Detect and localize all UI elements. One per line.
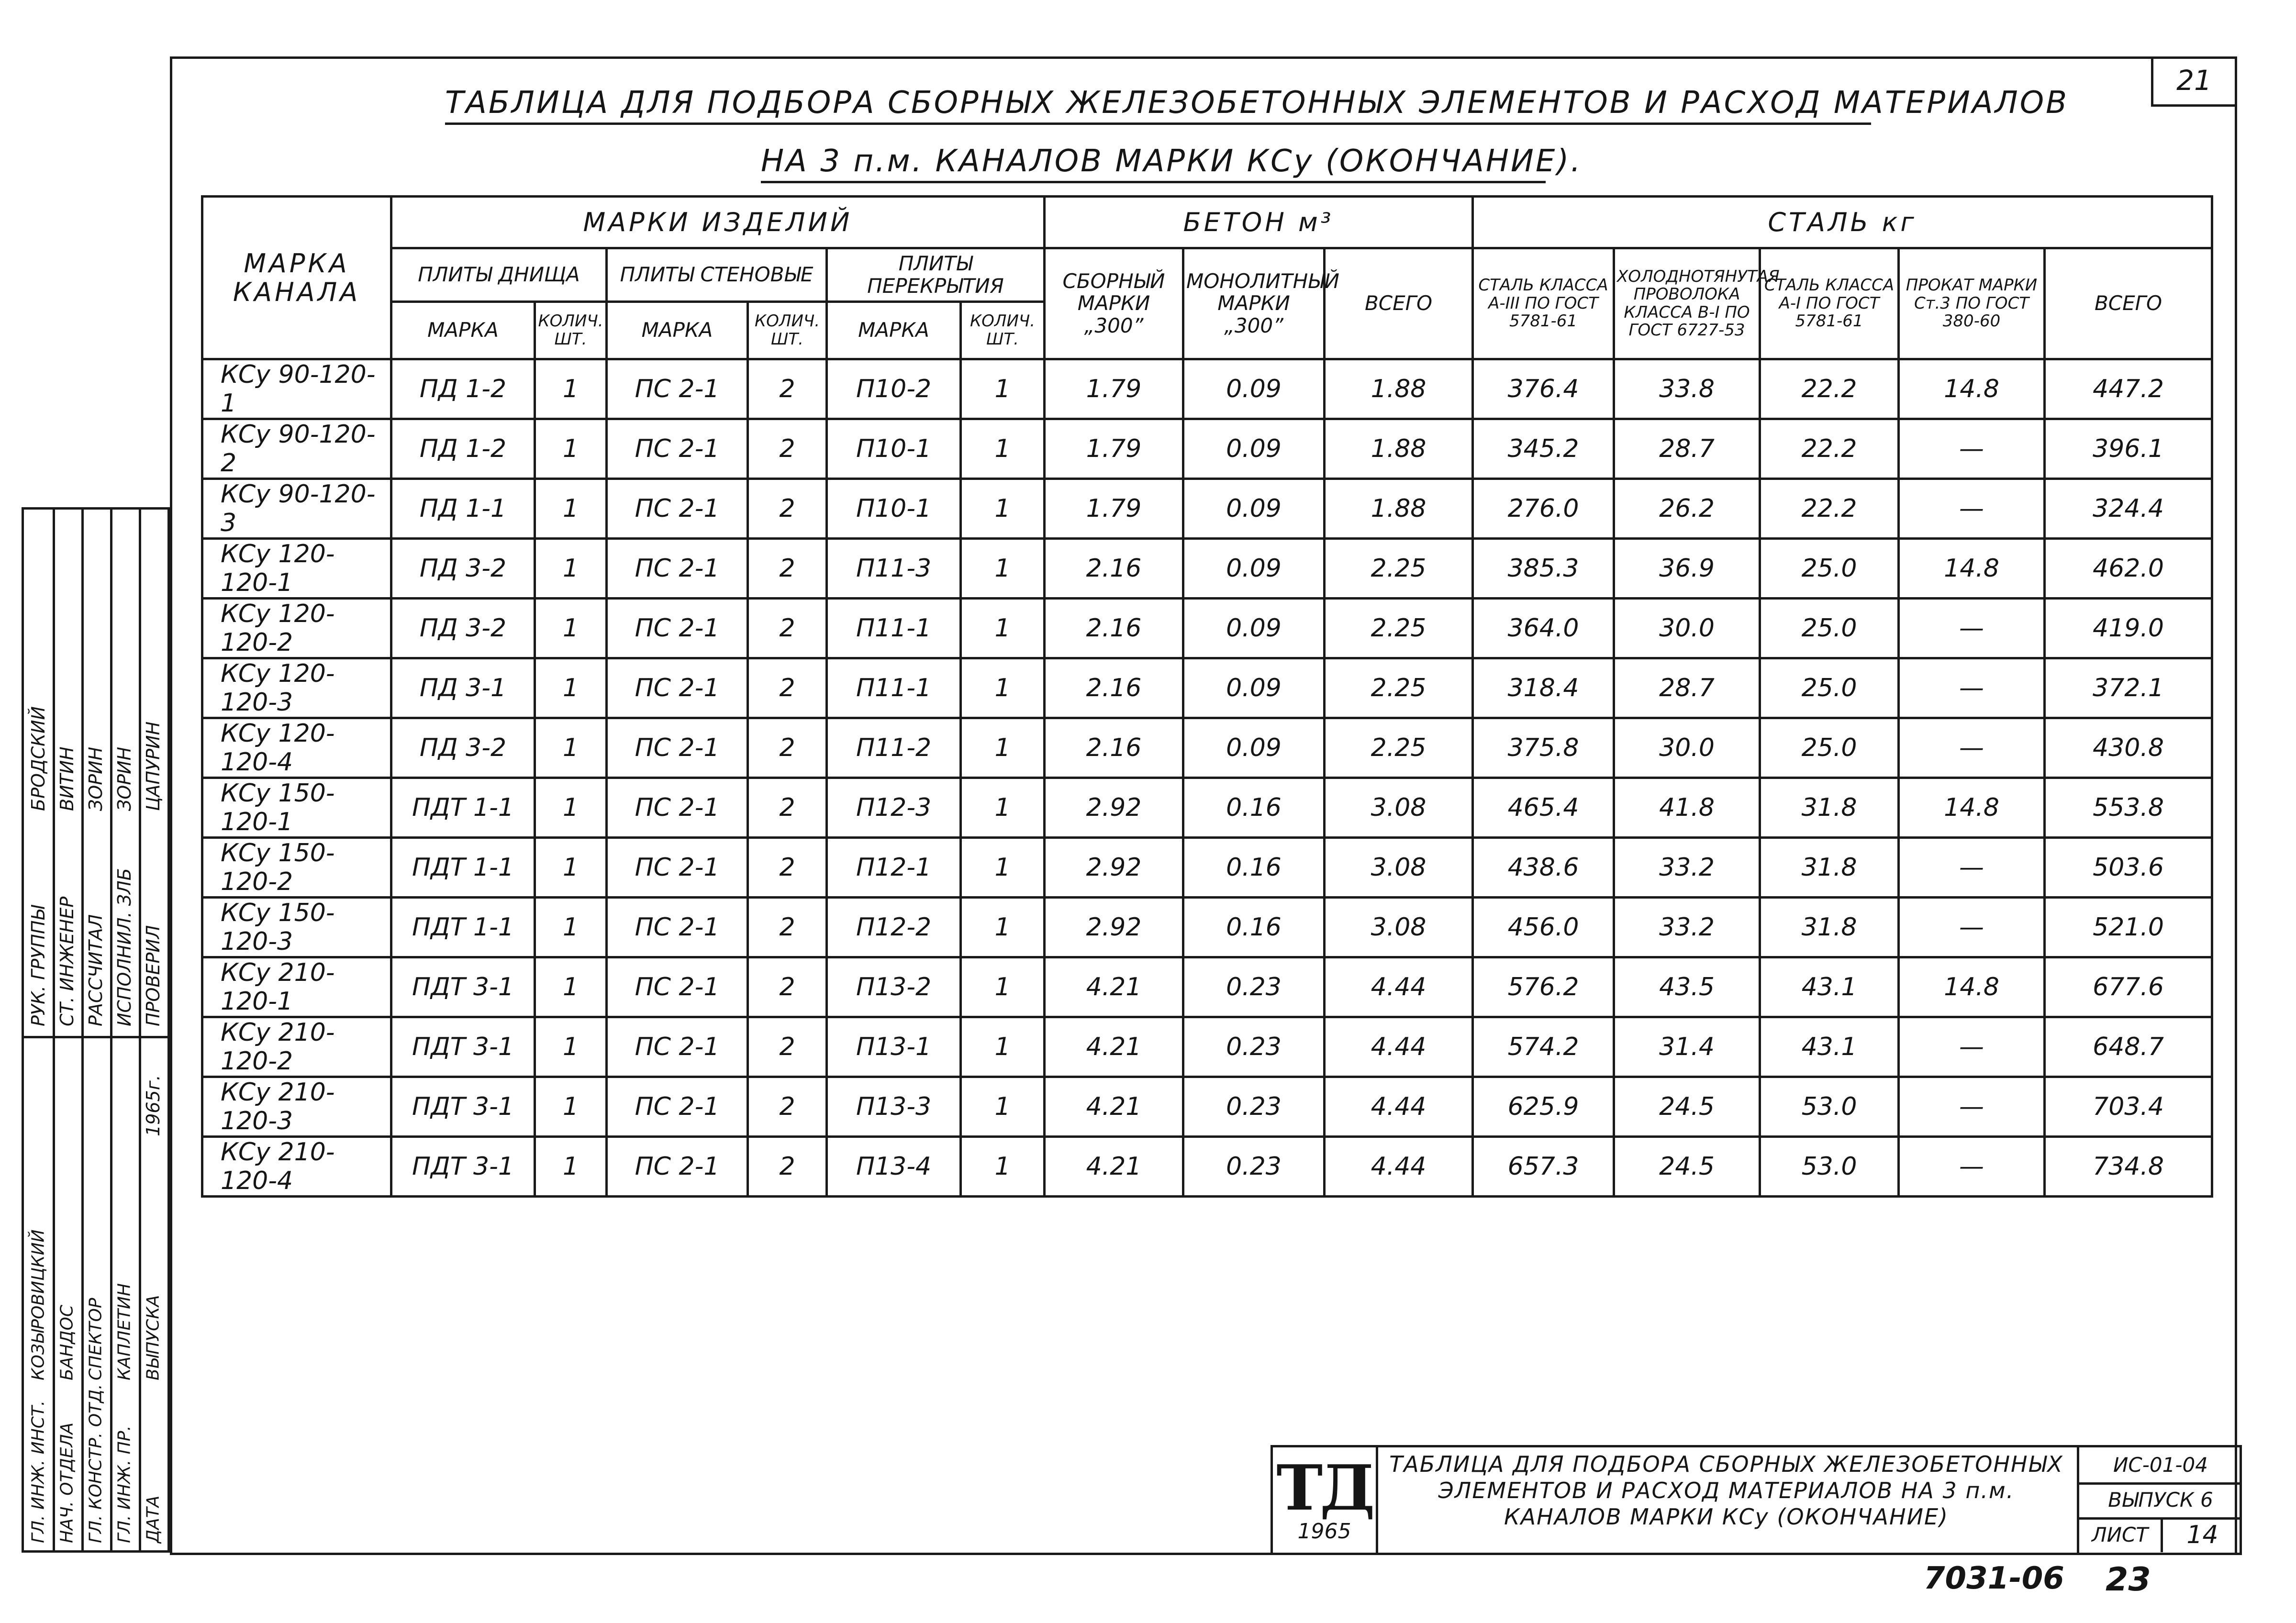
wall-slab-mark-cell: ПС 2-1 — [607, 1137, 748, 1197]
monolithic-concrete-cell: 0.09 — [1183, 479, 1325, 539]
wall-slab-mark-cell: ПС 2-1 — [607, 778, 748, 838]
concrete-total-cell: 1.88 — [1325, 359, 1473, 419]
channel-mark-cell: КСу 150-120-1 — [202, 778, 391, 838]
cold-wire-cell: 33.2 — [1614, 898, 1760, 957]
cover-slab-qty-cell: 1 — [961, 599, 1045, 658]
monolithic-concrete-cell: 0.23 — [1183, 1017, 1325, 1077]
side-name-upper: ЗОРИН — [85, 746, 106, 811]
rolled-steel-cell: — — [1899, 1077, 2045, 1137]
table-row — [202, 658, 2212, 718]
channel-mark-cell: КСу 120-120-1 — [202, 539, 391, 599]
header-qty: КОЛИЧ. ШТ. — [961, 302, 1045, 359]
header-rolled: ПРОКАТ МАРКИ Ст.3 ПО ГОСТ 380-60 — [1899, 248, 2045, 359]
table-row — [202, 778, 2212, 838]
channel-mark-cell: КСу 90-120-2 — [202, 419, 391, 479]
steel-total-cell: 419.0 — [2045, 599, 2212, 658]
side-name-upper: ЦАПУРИН — [143, 721, 164, 811]
bottom-slab-mark-cell: ПДТ 3-1 — [391, 1137, 535, 1197]
bottom-slab-qty-cell: 1 — [535, 479, 607, 539]
wall-slab-qty-cell: 2 — [748, 1137, 827, 1197]
concrete-total-cell: 4.44 — [1325, 1077, 1473, 1137]
monolithic-concrete-cell: 0.09 — [1183, 658, 1325, 718]
bottom-slab-qty-cell: 1 — [535, 898, 607, 957]
logo-mark: ТД — [1276, 1451, 1372, 1524]
wall-slab-qty-cell: 2 — [748, 838, 827, 898]
bottom-slab-qty-cell: 1 — [535, 957, 607, 1017]
steel-a1-cell: 43.1 — [1760, 957, 1899, 1017]
steel-total-cell: 677.6 — [2045, 957, 2212, 1017]
bottom-slab-mark-cell: ПД 3-1 — [391, 658, 535, 718]
wall-slab-qty-cell: 2 — [748, 599, 827, 658]
wall-slab-mark-cell: ПС 2-1 — [607, 539, 748, 599]
rolled-steel-cell: — — [1899, 898, 2045, 957]
header-qty: КОЛИЧ. ШТ. — [535, 302, 607, 359]
bottom-slab-qty-cell: 1 — [535, 599, 607, 658]
wall-slab-qty-cell: 2 — [748, 419, 827, 479]
cold-wire-cell: 31.4 — [1614, 1017, 1760, 1077]
rolled-steel-cell: 14.8 — [1899, 778, 2045, 838]
cold-wire-cell: 28.7 — [1614, 658, 1760, 718]
steel-a1-cell: 25.0 — [1760, 658, 1899, 718]
rolled-steel-cell: — — [1899, 419, 2045, 479]
cover-slab-mark-cell: П13-3 — [827, 1077, 961, 1137]
steel-a3-cell: 345.2 — [1473, 419, 1614, 479]
monolithic-concrete-cell: 0.09 — [1183, 599, 1325, 658]
bottom-code: 7031-06 — [1924, 1561, 2064, 1596]
cover-slab-qty-cell: 1 — [961, 838, 1045, 898]
concrete-total-cell: 4.44 — [1325, 1017, 1473, 1077]
monolithic-concrete-cell: 0.16 — [1183, 898, 1325, 957]
steel-a3-cell: 465.4 — [1473, 778, 1614, 838]
side-name-lower: ВЫПУСКА — [143, 1295, 163, 1380]
steel-total-cell: 430.8 — [2045, 718, 2212, 778]
header-monolithic: МОНОЛИТНЫЙ МАРКИ „300” — [1183, 248, 1325, 359]
cover-slab-qty-cell: 1 — [961, 658, 1045, 718]
wall-slab-mark-cell: ПС 2-1 — [607, 898, 748, 957]
side-role-upper: СТ. ИНЖЕНЕР — [56, 896, 78, 1026]
steel-total-cell: 734.8 — [2045, 1137, 2212, 1197]
bottom-slab-qty-cell: 1 — [535, 718, 607, 778]
cover-slab-mark-cell: П13-1 — [827, 1017, 961, 1077]
monolithic-concrete-cell: 0.09 — [1183, 359, 1325, 419]
cover-slab-mark-cell: П12-3 — [827, 778, 961, 838]
channel-mark-cell: КСу 210-120-4 — [202, 1137, 391, 1197]
cover-slab-mark-cell: П11-1 — [827, 658, 961, 718]
header-products: МАРКИ ИЗДЕЛИЙ — [391, 197, 1045, 248]
steel-a3-cell: 376.4 — [1473, 359, 1614, 419]
wall-slab-mark-cell: ПС 2-1 — [607, 419, 748, 479]
monolithic-concrete-cell: 0.23 — [1183, 957, 1325, 1017]
concrete-total-cell: 4.44 — [1325, 1137, 1473, 1197]
side-role-upper: ИСПОЛНИЛ. ЗЛБ — [114, 868, 135, 1026]
stamp-title: ТАБЛИЦА ДЛЯ ПОДБОРА СБОРНЫХ ЖЕЛЕЗОБЕТОННЫХ ЭЛЕМЕНТОВ И РАСХОД МАТЕРИАЛОВ НА 3 п.м. КАНАЛОВ МАРКИ КСу (ОКОНЧАНИЕ) — [1389, 1451, 2063, 1530]
stamp-sheet-label: ЛИСТ — [2079, 1517, 2163, 1552]
wall-slab-mark-cell: ПС 2-1 — [607, 1017, 748, 1077]
wall-slab-qty-cell: 2 — [748, 957, 827, 1017]
bottom-slab-qty-cell: 1 — [535, 838, 607, 898]
concrete-total-cell: 1.88 — [1325, 479, 1473, 539]
steel-a3-cell: 276.0 — [1473, 479, 1614, 539]
header-mark: МАРКА — [607, 302, 748, 359]
side-role-upper: РАССЧИТАЛ — [85, 914, 106, 1026]
steel-a3-cell: 574.2 — [1473, 1017, 1614, 1077]
wall-slab-qty-cell: 2 — [748, 1077, 827, 1137]
channel-mark-cell: КСу 210-120-1 — [202, 957, 391, 1017]
header-mark: МАРКА — [391, 302, 535, 359]
title-line-1: ТАБЛИЦА ДЛЯ ПОДБОРА СБОРНЫХ ЖЕЛЕЗОБЕТОННЫХ ЭЛЕМЕНТОВ И РАСХОД МАТЕРИАЛОВ — [445, 85, 1871, 125]
cover-slab-mark-cell: П10-1 — [827, 479, 961, 539]
rolled-steel-cell: 14.8 — [1899, 539, 2045, 599]
cold-wire-cell: 24.5 — [1614, 1077, 1760, 1137]
bottom-slab-qty-cell: 1 — [535, 658, 607, 718]
wall-slab-qty-cell: 2 — [748, 778, 827, 838]
steel-total-cell: 372.1 — [2045, 658, 2212, 718]
precast-concrete-cell: 2.16 — [1045, 658, 1183, 718]
steel-total-cell: 703.4 — [2045, 1077, 2212, 1137]
wall-slab-qty-cell: 2 — [748, 359, 827, 419]
channel-mark-cell: КСу 120-120-2 — [202, 599, 391, 658]
concrete-total-cell: 2.25 — [1325, 658, 1473, 718]
side-role-lower: ГЛ. ИНЖ. ПР. — [114, 1425, 134, 1543]
steel-a1-cell: 31.8 — [1760, 838, 1899, 898]
cover-slab-qty-cell: 1 — [961, 778, 1045, 838]
bottom-slab-mark-cell: ПДТ 3-1 — [391, 957, 535, 1017]
channel-mark-cell: КСу 210-120-3 — [202, 1077, 391, 1137]
steel-a3-cell: 364.0 — [1473, 599, 1614, 658]
cover-slab-mark-cell: П12-2 — [827, 898, 961, 957]
wall-slab-qty-cell: 2 — [748, 1017, 827, 1077]
precast-concrete-cell: 1.79 — [1045, 359, 1183, 419]
bottom-slab-mark-cell: ПДТ 1-1 — [391, 838, 535, 898]
bottom-slab-mark-cell: ПД 3-2 — [391, 718, 535, 778]
rolled-steel-cell: — — [1899, 1137, 2045, 1197]
steel-a1-cell: 25.0 — [1760, 539, 1899, 599]
cold-wire-cell: 33.8 — [1614, 359, 1760, 419]
table-row — [202, 898, 2212, 957]
bottom-slab-qty-cell: 1 — [535, 419, 607, 479]
stamp-sheet-number: 14 — [2186, 1520, 2218, 1549]
materials-table — [201, 195, 2213, 1198]
steel-a1-cell: 22.2 — [1760, 419, 1899, 479]
wall-slab-mark-cell: ПС 2-1 — [607, 599, 748, 658]
header-cover-slabs: ПЛИТЫ ПЕРЕКРЫТИЯ — [827, 248, 1045, 302]
wall-slab-mark-cell: ПС 2-1 — [607, 658, 748, 718]
table-row — [202, 359, 2212, 419]
bottom-slab-mark-cell: ПД 1-2 — [391, 419, 535, 479]
monolithic-concrete-cell: 0.09 — [1183, 539, 1325, 599]
steel-a3-cell: 375.8 — [1473, 718, 1614, 778]
precast-concrete-cell: 4.21 — [1045, 1077, 1183, 1137]
wall-slab-qty-cell: 2 — [748, 658, 827, 718]
logo — [1273, 1447, 1378, 1553]
cover-slab-mark-cell: П10-1 — [827, 419, 961, 479]
precast-concrete-cell: 2.16 — [1045, 718, 1183, 778]
side-year: 1965г. — [143, 1075, 164, 1136]
cold-wire-cell: 36.9 — [1614, 539, 1760, 599]
channel-mark-cell: КСу 150-120-3 — [202, 898, 391, 957]
cover-slab-qty-cell: 1 — [961, 359, 1045, 419]
precast-concrete-cell: 2.92 — [1045, 898, 1183, 957]
stamp-issue: ВЫПУСК 6 — [2079, 1482, 2242, 1520]
channel-mark-cell: КСу 90-120-1 — [202, 359, 391, 419]
precast-concrete-cell: 4.21 — [1045, 1137, 1183, 1197]
steel-a3-cell: 438.6 — [1473, 838, 1614, 898]
monolithic-concrete-cell: 0.23 — [1183, 1077, 1325, 1137]
steel-a3-cell: 657.3 — [1473, 1137, 1614, 1197]
wall-slab-mark-cell: ПС 2-1 — [607, 479, 748, 539]
side-signature-block — [22, 507, 170, 1553]
wall-slab-mark-cell: ПС 2-1 — [607, 957, 748, 1017]
precast-concrete-cell: 4.21 — [1045, 957, 1183, 1017]
rolled-steel-cell: — — [1899, 479, 2045, 539]
wall-slab-qty-cell: 2 — [748, 479, 827, 539]
wall-slab-mark-cell: ПС 2-1 — [607, 1077, 748, 1137]
steel-a3-cell: 576.2 — [1473, 957, 1614, 1017]
steel-total-cell: 648.7 — [2045, 1017, 2212, 1077]
bottom-slab-qty-cell: 1 — [535, 539, 607, 599]
side-role-upper: ПРОВЕРИЛ — [143, 925, 164, 1026]
steel-a1-cell: 31.8 — [1760, 898, 1899, 957]
divider — [24, 1036, 167, 1038]
precast-concrete-cell: 2.16 — [1045, 539, 1183, 599]
bottom-slab-mark-cell: ПДТ 3-1 — [391, 1077, 535, 1137]
header-steel-total: ВСЕГО — [2045, 248, 2212, 359]
steel-total-cell: 503.6 — [2045, 838, 2212, 898]
side-role-lower: ГЛ. КОНСТР. ОТД. — [86, 1384, 106, 1543]
rolled-steel-cell: 14.8 — [1899, 359, 2045, 419]
precast-concrete-cell: 1.79 — [1045, 479, 1183, 539]
cover-slab-mark-cell: П11-1 — [827, 599, 961, 658]
bottom-slab-qty-cell: 1 — [535, 778, 607, 838]
bottom-slab-mark-cell: ПД 1-2 — [391, 359, 535, 419]
stamp-right — [2077, 1447, 2242, 1553]
cover-slab-qty-cell: 1 — [961, 1137, 1045, 1197]
cold-wire-cell: 33.2 — [1614, 838, 1760, 898]
cover-slab-qty-cell: 1 — [961, 1017, 1045, 1077]
table-row — [202, 718, 2212, 778]
cold-wire-cell: 41.8 — [1614, 778, 1760, 838]
concrete-total-cell: 2.25 — [1325, 718, 1473, 778]
rolled-steel-cell: — — [1899, 1017, 2045, 1077]
header-concrete: БЕТОН м³ — [1045, 197, 1473, 248]
cover-slab-qty-cell: 1 — [961, 718, 1045, 778]
side-name-lower: КАПЛЕТИН — [114, 1283, 134, 1380]
cover-slab-qty-cell: 1 — [961, 479, 1045, 539]
header-wall-slabs: ПЛИТЫ СТЕНОВЫЕ — [607, 248, 827, 302]
steel-total-cell: 553.8 — [2045, 778, 2212, 838]
side-name-upper: ЗОРИН — [114, 746, 135, 811]
wall-slab-qty-cell: 2 — [748, 718, 827, 778]
concrete-total-cell: 1.88 — [1325, 419, 1473, 479]
precast-concrete-cell: 2.16 — [1045, 599, 1183, 658]
steel-a1-cell: 43.1 — [1760, 1017, 1899, 1077]
steel-a3-cell: 625.9 — [1473, 1077, 1614, 1137]
wall-slab-mark-cell: ПС 2-1 — [607, 359, 748, 419]
table-row — [202, 539, 2212, 599]
cover-slab-qty-cell: 1 — [961, 898, 1045, 957]
cover-slab-mark-cell: П10-2 — [827, 359, 961, 419]
cover-slab-qty-cell: 1 — [961, 419, 1045, 479]
cover-slab-qty-cell: 1 — [961, 539, 1045, 599]
cover-slab-qty-cell: 1 — [961, 957, 1045, 1017]
monolithic-concrete-cell: 0.09 — [1183, 419, 1325, 479]
cold-wire-cell: 24.5 — [1614, 1137, 1760, 1197]
channel-mark-cell: КСу 90-120-3 — [202, 479, 391, 539]
header-steel-a3: СТАЛЬ КЛАССА А-III ПО ГОСТ 5781-61 — [1473, 248, 1614, 359]
concrete-total-cell: 4.44 — [1325, 957, 1473, 1017]
concrete-total-cell: 2.25 — [1325, 539, 1473, 599]
title-stamp — [1271, 1445, 2242, 1555]
side-role-lower: ГЛ. ИНЖ. ИНСТ. — [28, 1400, 48, 1543]
monolithic-concrete-cell: 0.09 — [1183, 718, 1325, 778]
bottom-slab-mark-cell: ПД 3-2 — [391, 539, 535, 599]
steel-a3-cell: 456.0 — [1473, 898, 1614, 957]
cold-wire-cell: 26.2 — [1614, 479, 1760, 539]
wall-slab-mark-cell: ПС 2-1 — [607, 718, 748, 778]
side-name-lower: СПЕКТОР — [86, 1298, 106, 1380]
cold-wire-cell: 28.7 — [1614, 419, 1760, 479]
precast-concrete-cell: 2.92 — [1045, 838, 1183, 898]
monolithic-concrete-cell: 0.16 — [1183, 778, 1325, 838]
precast-concrete-cell: 4.21 — [1045, 1017, 1183, 1077]
header-qty: КОЛИЧ. ШТ. — [748, 302, 827, 359]
channel-mark-cell: КСу 120-120-3 — [202, 658, 391, 718]
bottom-page-number: 23 — [2106, 1561, 2151, 1599]
cold-wire-cell: 30.0 — [1614, 718, 1760, 778]
steel-a1-cell: 25.0 — [1760, 599, 1899, 658]
side-role-lower: ДАТА — [143, 1495, 163, 1543]
bottom-slab-mark-cell: ПД 1-1 — [391, 479, 535, 539]
header-cold-wire: ХОЛОДНОТЯНУТАЯ ПРОВОЛОКА КЛАССА В-I ПО ГОСТ 6727-53 — [1614, 248, 1760, 359]
concrete-total-cell: 3.08 — [1325, 898, 1473, 957]
wall-slab-qty-cell: 2 — [748, 898, 827, 957]
wall-slab-mark-cell: ПС 2-1 — [607, 838, 748, 898]
bottom-slab-qty-cell: 1 — [535, 1017, 607, 1077]
bottom-slab-mark-cell: ПД 3-2 — [391, 599, 535, 658]
rolled-steel-cell: — — [1899, 599, 2045, 658]
side-name-lower: КОЗЫРОВИЦКИЙ — [28, 1229, 48, 1380]
bottom-slab-mark-cell: ПДТ 1-1 — [391, 898, 535, 957]
bottom-slab-mark-cell: ПДТ 3-1 — [391, 1017, 535, 1077]
cover-slab-mark-cell: П13-4 — [827, 1137, 961, 1197]
table-row — [202, 419, 2212, 479]
steel-total-cell: 396.1 — [2045, 419, 2212, 479]
steel-a1-cell: 53.0 — [1760, 1137, 1899, 1197]
steel-a1-cell: 53.0 — [1760, 1077, 1899, 1137]
title-line-2: НА 3 п.м. КАНАЛОВ МАРКИ КСу (ОКОНЧАНИЕ). — [761, 144, 1546, 183]
concrete-total-cell: 3.08 — [1325, 838, 1473, 898]
side-role-lower: НАЧ. ОТДЕЛА — [57, 1422, 77, 1543]
header-mark-channel: МАРКА КАНАЛА — [202, 197, 391, 359]
table-row — [202, 1017, 2212, 1077]
channel-mark-cell: КСу 120-120-4 — [202, 718, 391, 778]
steel-total-cell: 447.2 — [2045, 359, 2212, 419]
steel-a3-cell: 318.4 — [1473, 658, 1614, 718]
rolled-steel-cell: 14.8 — [1899, 957, 2045, 1017]
table-row — [202, 1137, 2212, 1197]
cover-slab-mark-cell: П11-2 — [827, 718, 961, 778]
table-row — [202, 1077, 2212, 1137]
header-bottom-slabs: ПЛИТЫ ДНИЩА — [391, 248, 607, 302]
rolled-steel-cell: — — [1899, 658, 2045, 718]
cover-slab-mark-cell: П11-3 — [827, 539, 961, 599]
concrete-total-cell: 3.08 — [1325, 778, 1473, 838]
header-steel: СТАЛЬ кг — [1473, 197, 2212, 248]
steel-total-cell: 324.4 — [2045, 479, 2212, 539]
stamp-code: ИС-01-04 — [2079, 1447, 2242, 1485]
cover-slab-mark-cell: П13-2 — [827, 957, 961, 1017]
monolithic-concrete-cell: 0.23 — [1183, 1137, 1325, 1197]
steel-total-cell: 521.0 — [2045, 898, 2212, 957]
steel-a1-cell: 31.8 — [1760, 778, 1899, 838]
bottom-slab-qty-cell: 1 — [535, 359, 607, 419]
header-concrete-total: ВСЕГО — [1325, 248, 1473, 359]
table-row — [202, 479, 2212, 539]
header-mark: МАРКА — [827, 302, 961, 359]
rolled-steel-cell: — — [1899, 838, 2045, 898]
wall-slab-qty-cell: 2 — [748, 539, 827, 599]
bottom-slab-qty-cell: 1 — [535, 1137, 607, 1197]
channel-mark-cell: КСу 210-120-2 — [202, 1017, 391, 1077]
side-name-upper: БРОДСКИЙ — [28, 706, 49, 811]
steel-a1-cell: 22.2 — [1760, 479, 1899, 539]
table-row — [202, 838, 2212, 898]
table-row — [202, 957, 2212, 1017]
monolithic-concrete-cell: 0.16 — [1183, 838, 1325, 898]
stamp-sheet-row — [2079, 1517, 2242, 1552]
steel-a3-cell: 385.3 — [1473, 539, 1614, 599]
cover-slab-mark-cell: П12-1 — [827, 838, 961, 898]
steel-total-cell: 462.0 — [2045, 539, 2212, 599]
header-precast: СБОРНЫЙ МАРКИ „300” — [1045, 248, 1183, 359]
rolled-steel-cell: — — [1899, 718, 2045, 778]
sheet-number: 21 — [2151, 56, 2237, 107]
bottom-slab-qty-cell: 1 — [535, 1077, 607, 1137]
header-steel-a1: СТАЛЬ КЛАССА А-I ПО ГОСТ 5781-61 — [1760, 248, 1899, 359]
side-role-upper: РУК. ГРУППЫ — [28, 905, 49, 1026]
steel-a1-cell: 22.2 — [1760, 359, 1899, 419]
steel-a1-cell: 25.0 — [1760, 718, 1899, 778]
precast-concrete-cell: 1.79 — [1045, 419, 1183, 479]
precast-concrete-cell: 2.92 — [1045, 778, 1183, 838]
side-name-upper: ВИТИН — [56, 746, 78, 811]
channel-mark-cell: КСу 150-120-2 — [202, 838, 391, 898]
logo-year: 1965 — [1297, 1519, 1351, 1544]
bottom-slab-mark-cell: ПДТ 1-1 — [391, 778, 535, 838]
concrete-total-cell: 2.25 — [1325, 599, 1473, 658]
cold-wire-cell: 30.0 — [1614, 599, 1760, 658]
cold-wire-cell: 43.5 — [1614, 957, 1760, 1017]
table-row — [202, 599, 2212, 658]
side-name-lower: БАНДОС — [57, 1305, 77, 1380]
cover-slab-qty-cell: 1 — [961, 1077, 1045, 1137]
